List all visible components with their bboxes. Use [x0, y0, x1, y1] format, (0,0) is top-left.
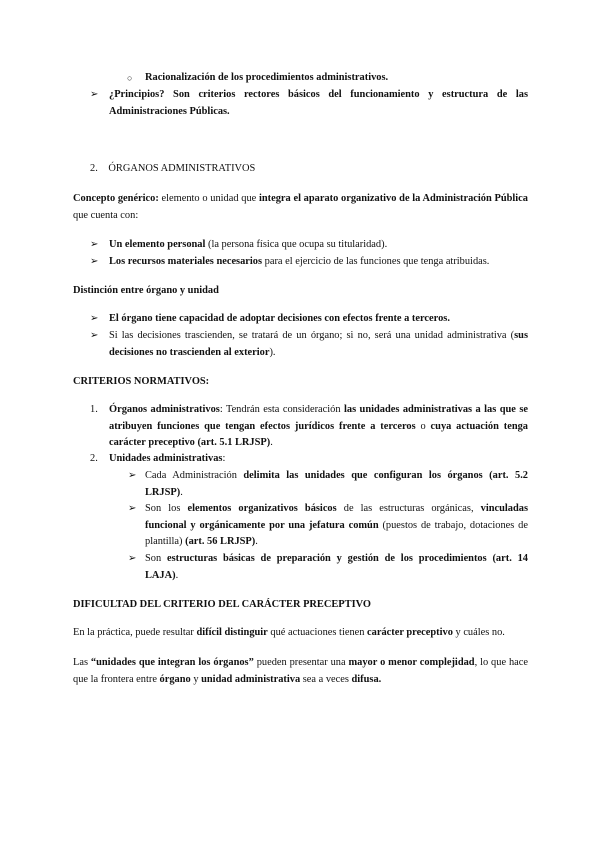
list-item: ➢ Los recursos materiales necesarios para el ejercicio de las funciones que tenga atribuidas.: [90, 254, 528, 271]
list-item: ➢ El órgano tiene capacidad de adoptar decisiones con efectos frente a terceros.: [90, 311, 528, 328]
distincion-heading: Distinción entre órgano y unidad: [73, 285, 219, 296]
bullet-principios: ➢ ¿Principios? Son criterios rectores básicos del funcionamiento y estructura de las Administraciones Públicas.: [90, 89, 528, 117]
arrow-bullet-icon: ➢: [90, 239, 99, 250]
circle-bullet-icon: ○: [127, 73, 133, 83]
arrow-bullet-icon: ➢: [128, 470, 137, 481]
arrow-bullet-icon: ➢: [128, 503, 137, 514]
sub-bullet-racionalizacion: ○ Racionalización de los procedimientos administrativos.: [127, 70, 527, 87]
arrow-bullet-icon: ➢: [90, 89, 99, 100]
concepto-generico: Concepto genérico: elemento o unidad que integra el aparato organizativo de la Administración Pública que cuenta con:: [73, 193, 528, 221]
arrow-bullet-icon: ➢: [90, 313, 99, 324]
criterios-heading: CRITERIOS NORMATIVOS:: [73, 376, 210, 387]
criterio-item-2: 2. Unidades administrativas:: [90, 453, 226, 464]
list-item: ➢ Son los elementos organizativos básicos de las estructuras orgánicas, vinculadas funcional y orgánicamente por una jefatura común (puestos de trabajo, dotaciones de plantilla) (art. 56 LRJSP).: [128, 503, 528, 548]
list-item: ➢ Si las decisiones trascienden, se tratará de un órgano; si no, será una unidad administrativa (sus decisiones no trascienden al exterior).: [90, 330, 528, 358]
criterio-item-1: 1. Órganos administrativos: Tendrán esta consideración las unidades administrativas a las que se atribuyen funciones que tengan efectos jurídicos frente a terceros o cuya actuación tenga carácter preceptivo (art. 5.1 LRJSP).: [90, 404, 528, 449]
list-item: ➢ Un elemento personal (la persona física que ocupa su titularidad).: [90, 237, 528, 254]
dificultad-heading: DIFICULTAD DEL CRITERIO DEL CARÁCTER PRECEPTIVO: [73, 599, 371, 610]
dificultad-paragraph-2: Las “unidades que integran los órganos” pueden presentar una mayor o menor complejidad, lo que hace que la frontera entre órgano y unidad administrativa sea a veces difusa.: [73, 657, 528, 685]
arrow-bullet-icon: ➢: [90, 330, 99, 341]
arrow-bullet-icon: ➢: [90, 256, 99, 267]
section-2-heading: 2. ÓRGANOS ADMINISTRATIVOS: [90, 163, 256, 174]
list-item: ➢ Son estructuras básicas de preparación y gestión de los procedimientos (art. 14 LAJA).: [128, 553, 528, 581]
arrow-bullet-icon: ➢: [128, 553, 137, 564]
dificultad-paragraph-1: En la práctica, puede resultar difícil distinguir qué actuaciones tienen carácter preceptivo y cuáles no.: [73, 627, 505, 638]
list-item: ➢ Cada Administración delimita las unidades que configuran los órganos (art. 5.2 LRJSP).: [128, 470, 528, 498]
